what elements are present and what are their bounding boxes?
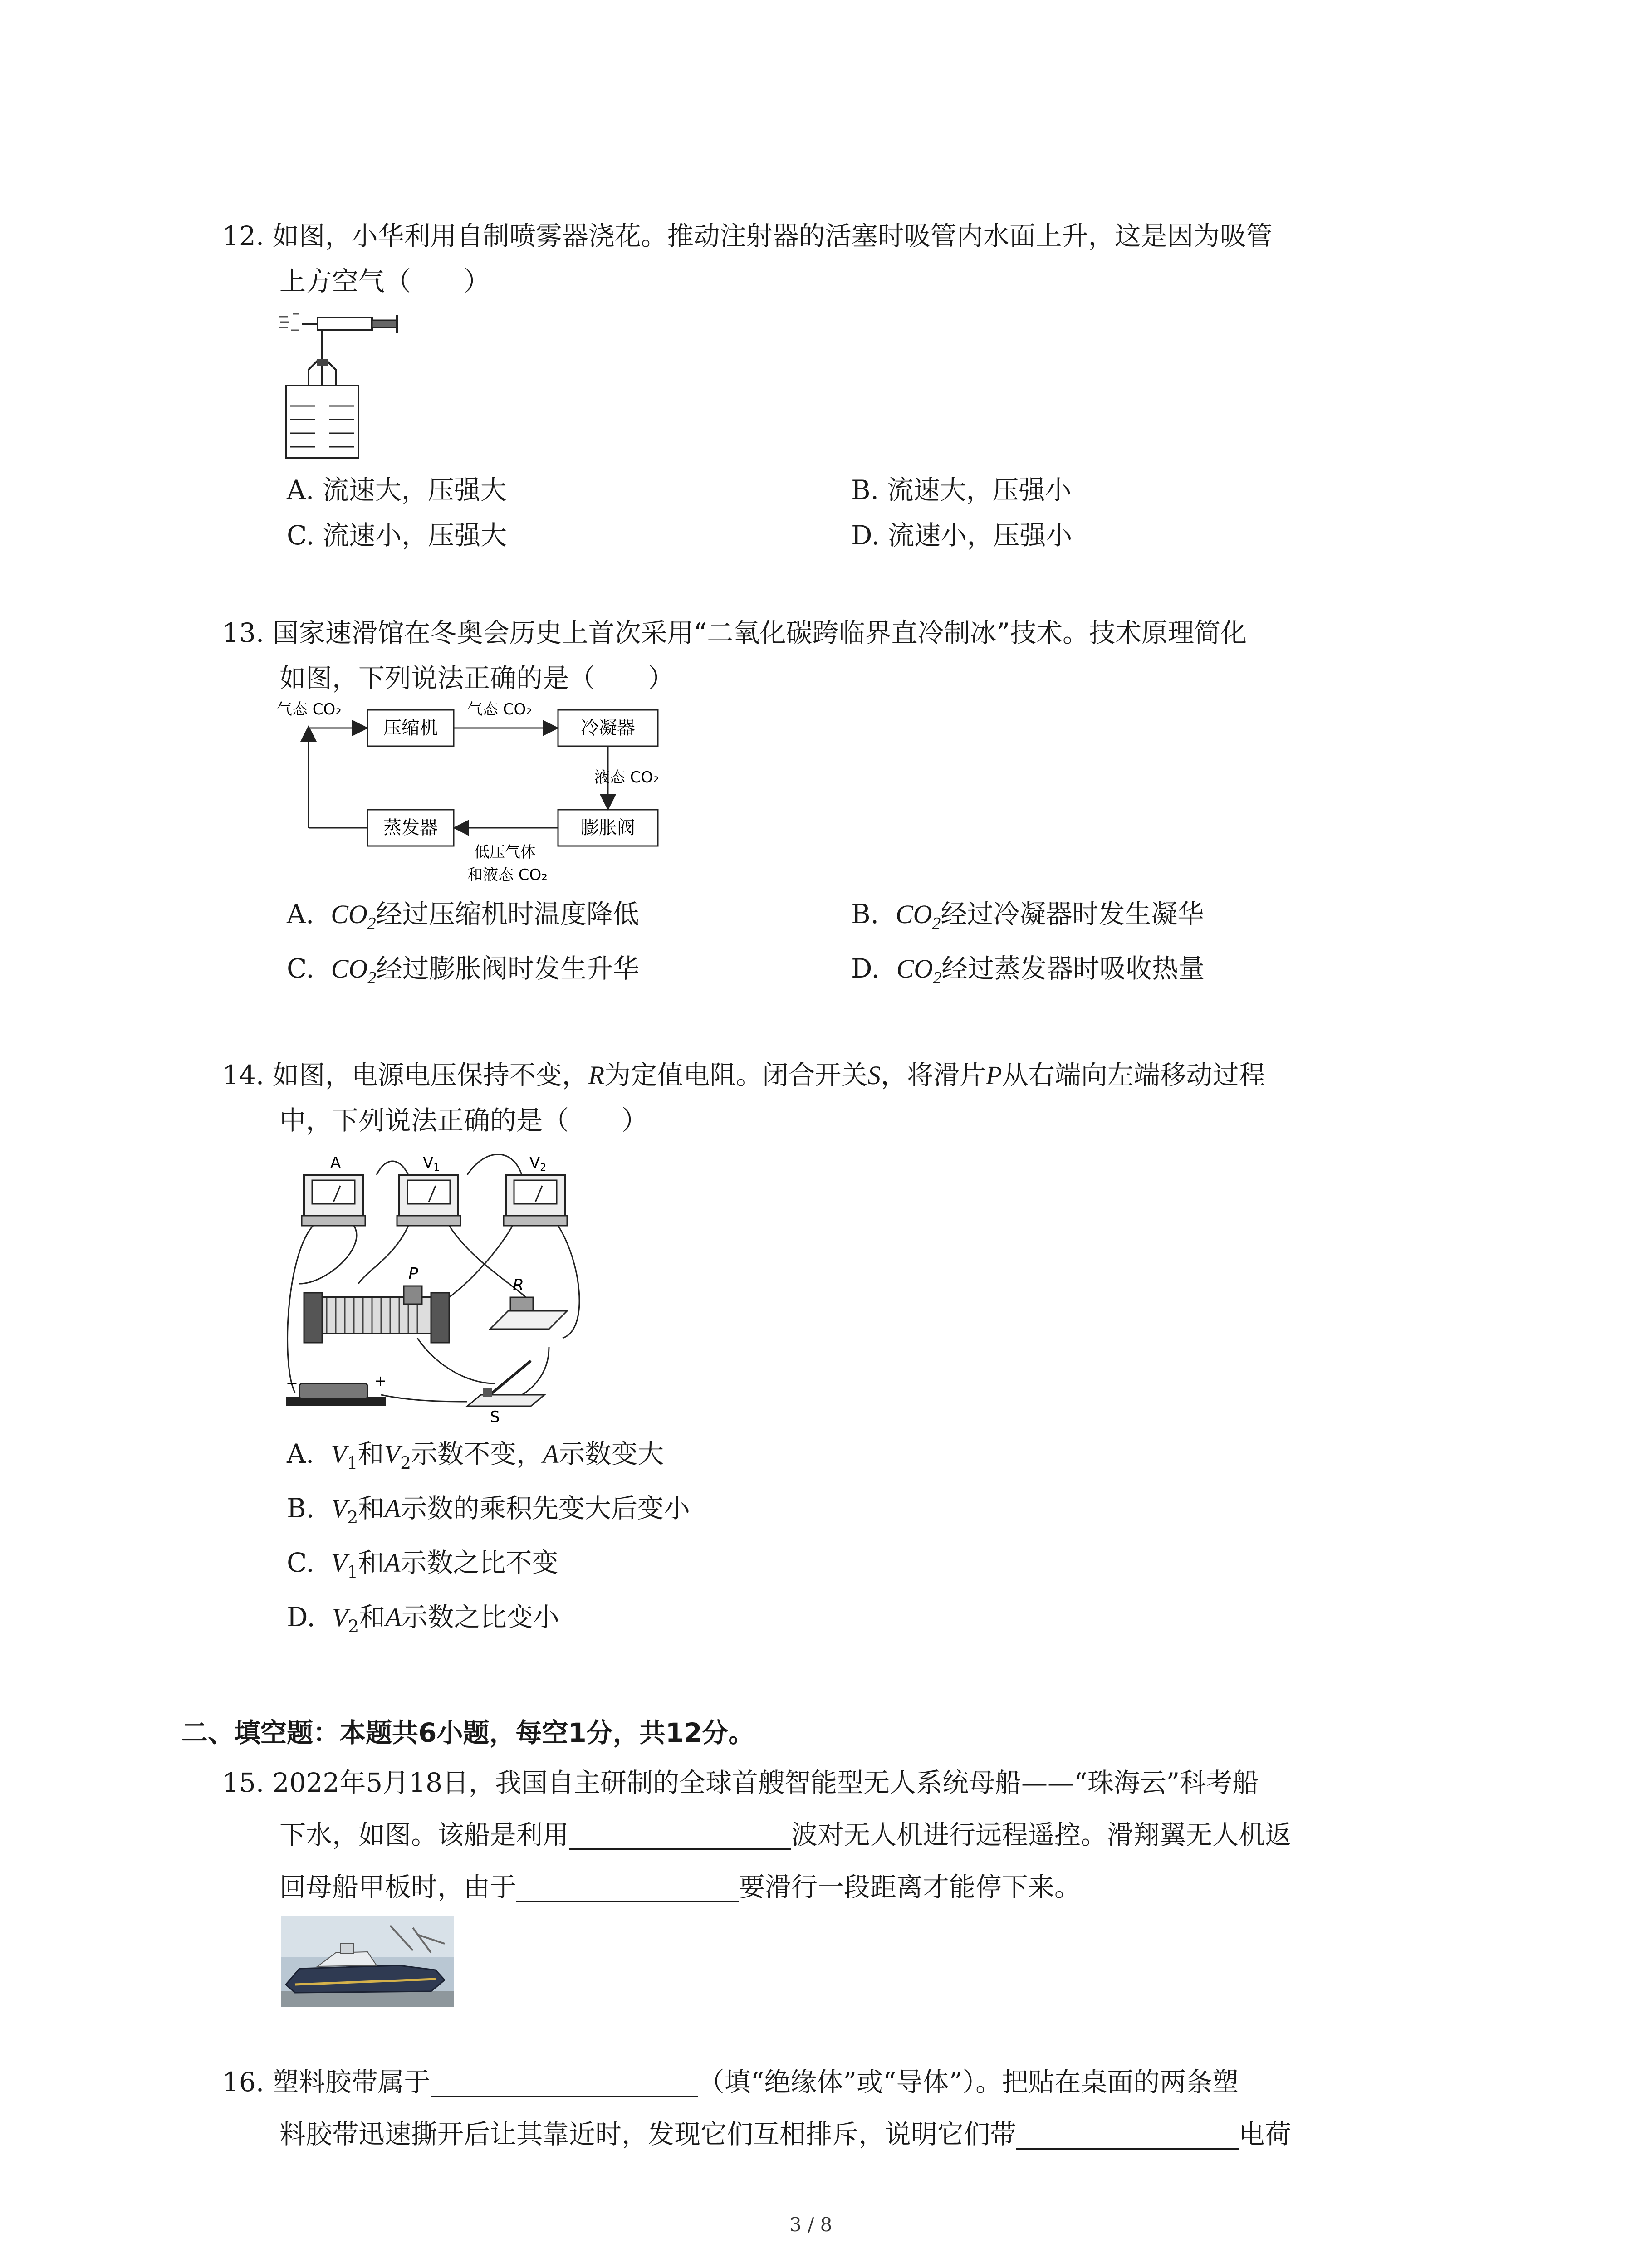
q16-blank-2[interactable] <box>1016 2116 1239 2150</box>
v1-label-sub: 1 <box>433 1162 440 1173</box>
slider-p <box>404 1286 422 1304</box>
low-pressure-label-2: 和液态 CO₂ <box>467 866 548 884</box>
expansion-valve-label: 膨胀阀 <box>581 817 635 838</box>
q15-stem-line2: 下水，如图。该船是利用 波对无人机进行远程遥控。滑翔翼无人机返 <box>279 1812 1291 1857</box>
compressor-label: 压缩机 <box>383 718 438 738</box>
section-2-heading: 二、填空题：本题共6小题，每空1分，共12分。 <box>181 1717 755 1748</box>
q13-stem-line2: 如图，下列说法正确的是（ ） <box>279 663 675 694</box>
q14-option-b[interactable]: B. $V_2$和A示数的乘积先变大后变小 <box>287 1493 690 1528</box>
q13-option-a[interactable]: A. $CO_2$经过压缩机时温度降低 <box>287 899 639 934</box>
condenser-label: 冷凝器 <box>581 718 635 738</box>
switch-s <box>467 1361 544 1424</box>
gas-co2-mid-label: 气态 CO₂ <box>467 701 532 719</box>
q13-option-d[interactable]: D. $CO_2$经过蒸发器时吸收热量 <box>851 953 1205 988</box>
q12-stem-line1: 12. 如图，小华利用自制喷雾器浇花。推动注射器的活塞时吸管内水面上升，这是因为吸管 <box>222 220 1273 251</box>
q14-stem-line2: 中，下列说法正确的是（ ） <box>279 1105 648 1136</box>
q16-stem-line2: 料胶带迅速撕开后让其靠近时，发现它们互相排斥，说明它们带 电荷 <box>279 2112 1291 2157</box>
v1-label: V <box>423 1154 434 1172</box>
voltmeter-v2 <box>504 1154 567 1226</box>
q14-option-a[interactable]: A. $V_1$和$V_2$示数不变，A示数变大 <box>287 1438 664 1473</box>
q16-blank-1[interactable] <box>431 2064 698 2097</box>
q12-option-a[interactable]: A. 流速大，压强大 <box>287 474 507 505</box>
q15-stem-line1: 15. 2022年5月18日，我国自主研制的全球首艘智能型无人系统母船——“珠海云”科考船 <box>222 1767 1259 1798</box>
q13-option-c[interactable]: C. $CO_2$经过膨胀阀时发生升华 <box>287 953 640 988</box>
low-pressure-label-1: 低压气体 <box>474 843 536 861</box>
battery-plus: + <box>374 1372 387 1389</box>
ship-photo <box>281 1916 454 2007</box>
q15-stem-line3: 回母船甲板时，由于 要滑行一段距离才能停下来。 <box>279 1864 1081 1910</box>
q12-option-b[interactable]: B. 流速大，压强小 <box>851 474 1072 505</box>
q12-stem-line2: 上方空气（ ） <box>279 266 490 297</box>
q14-option-c[interactable]: C. $V_1$和A示数之比不变 <box>287 1547 558 1582</box>
sprayer-figure <box>277 308 408 463</box>
q15-blank-1[interactable] <box>569 1817 791 1850</box>
co2-cycle-diagram <box>277 701 708 896</box>
q12-option-c[interactable]: C. 流速小，压强大 <box>287 520 507 551</box>
circuit-figure <box>277 1148 608 1424</box>
rheostat <box>304 1265 449 1343</box>
v2-label: V <box>529 1154 540 1172</box>
spray-mist <box>279 314 299 330</box>
svg-text:V2 <box>529 1154 546 1173</box>
v2-label-sub: 2 <box>540 1162 547 1173</box>
q14-stem-line1: 14. 如图，电源电压保持不变，R为定值电阻。闭合开关S，将滑片P从右端向左端移动过程 <box>222 1060 1265 1090</box>
switch-label: S <box>490 1408 500 1424</box>
ammeter-label: A <box>330 1154 341 1172</box>
resistor-r <box>490 1276 567 1329</box>
slider-label: P <box>408 1265 418 1283</box>
q13-option-b[interactable]: B. $CO_2$经过冷凝器时发生凝华 <box>851 899 1204 934</box>
q15-blank-2[interactable] <box>516 1869 739 1902</box>
syringe-plunger <box>372 320 397 327</box>
page-number: 3 / 8 <box>789 2214 833 2236</box>
battery-minus: − <box>286 1374 298 1392</box>
battery <box>286 1372 387 1406</box>
q16-stem-line1: 16. 塑料胶带属于 （填“绝缘体”或“导体”）。把贴在桌面的两条塑 <box>222 2059 1239 2105</box>
ammeter <box>302 1154 365 1226</box>
resistor-label: R <box>513 1276 524 1295</box>
evaporator-label: 蒸发器 <box>383 817 438 838</box>
svg-text:V1 <box>423 1154 440 1173</box>
q14-option-d[interactable]: D. $V_2$和A示数之比变小 <box>287 1602 559 1637</box>
q13-stem-line1: 13. 国家速滑馆在冬奥会历史上首次采用“二氧化碳跨临界直冷制冰”技术。技术原理简化 <box>222 617 1247 648</box>
voltmeter-v1 <box>397 1154 460 1226</box>
syringe-barrel <box>318 318 372 330</box>
q12-option-d[interactable]: D. 流速小，压强小 <box>851 520 1073 551</box>
gas-co2-left-label: 气态 CO₂ <box>277 701 342 719</box>
liquid-co2-label: 液态 CO₂ <box>594 768 659 787</box>
